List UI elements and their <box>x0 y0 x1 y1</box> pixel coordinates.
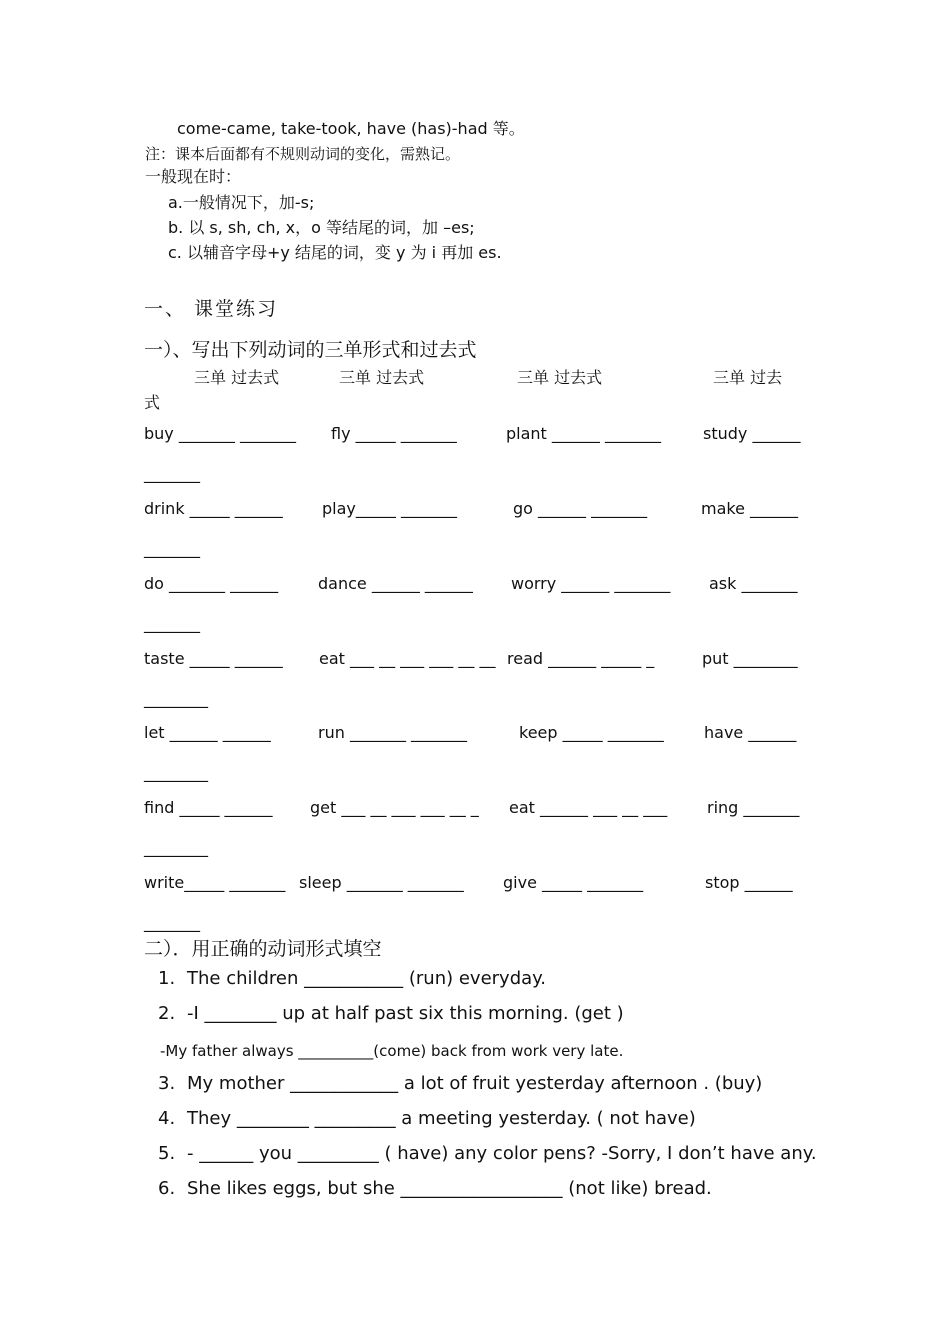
rule-b: b. 以 s, sh, ch, x，o 等结尾的词，加 –es; <box>168 218 475 237</box>
part2-title: 二）．用正确的动词形式填空 <box>144 938 382 960</box>
verb-cell: do _______ ______ <box>144 574 279 593</box>
verb-cell: eat ___ __ ___ ___ __ __ <box>319 649 496 668</box>
verb-cell: keep _____ _______ <box>519 723 664 742</box>
verb-cell: plant ______ _______ <box>506 424 661 443</box>
verb-cell: study ______ <box>703 424 801 443</box>
verb-cell: drink _____ ______ <box>144 499 283 518</box>
verb-row-wrap: _______ <box>144 614 200 633</box>
rule-c: c. 以辅音字母+y 结尾的词，变 y 为 i 再加 es. <box>168 243 502 262</box>
column-header-4: 三单 过去 <box>713 368 783 387</box>
verb-cell: ring _______ <box>707 798 800 817</box>
verb-cell: fly _____ _______ <box>331 424 457 443</box>
exercise-sentence-continuation: -My father always __________(come) back from work very late. <box>160 1042 624 1060</box>
verb-cell: taste _____ ______ <box>144 649 283 668</box>
column-header-wrap: 式 <box>144 393 161 412</box>
part1-title: 一）、写出下列动词的三单形式和过去式 <box>144 339 477 361</box>
verb-row <box>144 723 809 747</box>
verb-row <box>144 499 809 523</box>
column-header-3: 三单 过去式 <box>517 368 603 387</box>
exercise-number: 6. <box>158 1178 176 1199</box>
verb-cell: stop ______ <box>705 873 793 892</box>
exercise-number: 2. <box>158 1003 176 1024</box>
verb-row-wrap: ________ <box>144 838 208 857</box>
verb-cell: go ______ _______ <box>513 499 648 518</box>
verb-row <box>144 873 809 897</box>
verb-row-wrap: ________ <box>144 763 208 782</box>
verb-cell: play_____ _______ <box>322 499 457 518</box>
section-title: 一、 课堂练习 <box>144 298 279 320</box>
irregular-verb-examples: come-came, take-took, have (has)-had 等。 <box>177 119 525 138</box>
verb-row-wrap: ________ <box>144 689 208 708</box>
exercise-number: 1. <box>158 968 176 989</box>
exercise-sentence: They ________ _________ a meeting yesterday. ( not have) <box>187 1108 696 1129</box>
verb-cell: read ______ _____ _ <box>507 649 655 668</box>
exercise-sentence: My mother ____________ a lot of fruit yesterday afternoon . (buy) <box>187 1073 763 1094</box>
exercise-sentence: -I ________ up at half past six this morning. (get ) <box>187 1003 624 1024</box>
exercise-sentence: She likes eggs, but she __________________ (not like) bread. <box>187 1178 712 1199</box>
simple-present-heading: 一般现在时： <box>145 167 242 186</box>
verb-cell: write_____ _______ <box>144 873 286 892</box>
verb-cell: have ______ <box>704 723 797 742</box>
exercise-sentence: - ______ you _________ ( have) any color pens? -Sorry, I don’t have any. <box>187 1143 817 1164</box>
verb-cell: worry ______ _______ <box>511 574 671 593</box>
verb-cell: get ___ __ ___ ___ __ _ <box>310 798 479 817</box>
verb-cell: sleep _______ _______ <box>299 873 464 892</box>
verb-row <box>144 798 809 822</box>
verb-cell: run _______ _______ <box>318 723 468 742</box>
exercise-sentence: The children ___________ (run) everyday. <box>187 968 546 989</box>
verb-cell: ask _______ <box>709 574 798 593</box>
verb-cell: put ________ <box>702 649 798 668</box>
verb-row <box>144 574 809 598</box>
verb-cell: buy _______ _______ <box>144 424 296 443</box>
rule-a: a.一般情况下，加-s; <box>168 193 315 212</box>
verb-cell: eat ______ ___ __ ___ <box>509 798 668 817</box>
verb-row <box>144 424 809 448</box>
verb-cell: make ______ <box>701 499 799 518</box>
verb-row <box>144 649 809 673</box>
verb-cell: find _____ ______ <box>144 798 273 817</box>
exercise-number: 4. <box>158 1108 176 1129</box>
column-header-2: 三单 过去式 <box>339 368 425 387</box>
verb-cell: give _____ _______ <box>503 873 644 892</box>
verb-row-wrap: _______ <box>144 913 200 932</box>
column-header-1: 三单 过去式 <box>194 368 280 387</box>
verb-cell: let ______ ______ <box>144 723 271 742</box>
verb-row-wrap: _______ <box>144 539 200 558</box>
exercise-number: 3. <box>158 1073 176 1094</box>
memorize-note: 注：课本后面都有不规则动词的变化，需熟记。 <box>145 145 461 163</box>
exercise-number: 5. <box>158 1143 176 1164</box>
verb-row-wrap: _______ <box>144 464 200 483</box>
verb-cell: dance ______ ______ <box>318 574 473 593</box>
